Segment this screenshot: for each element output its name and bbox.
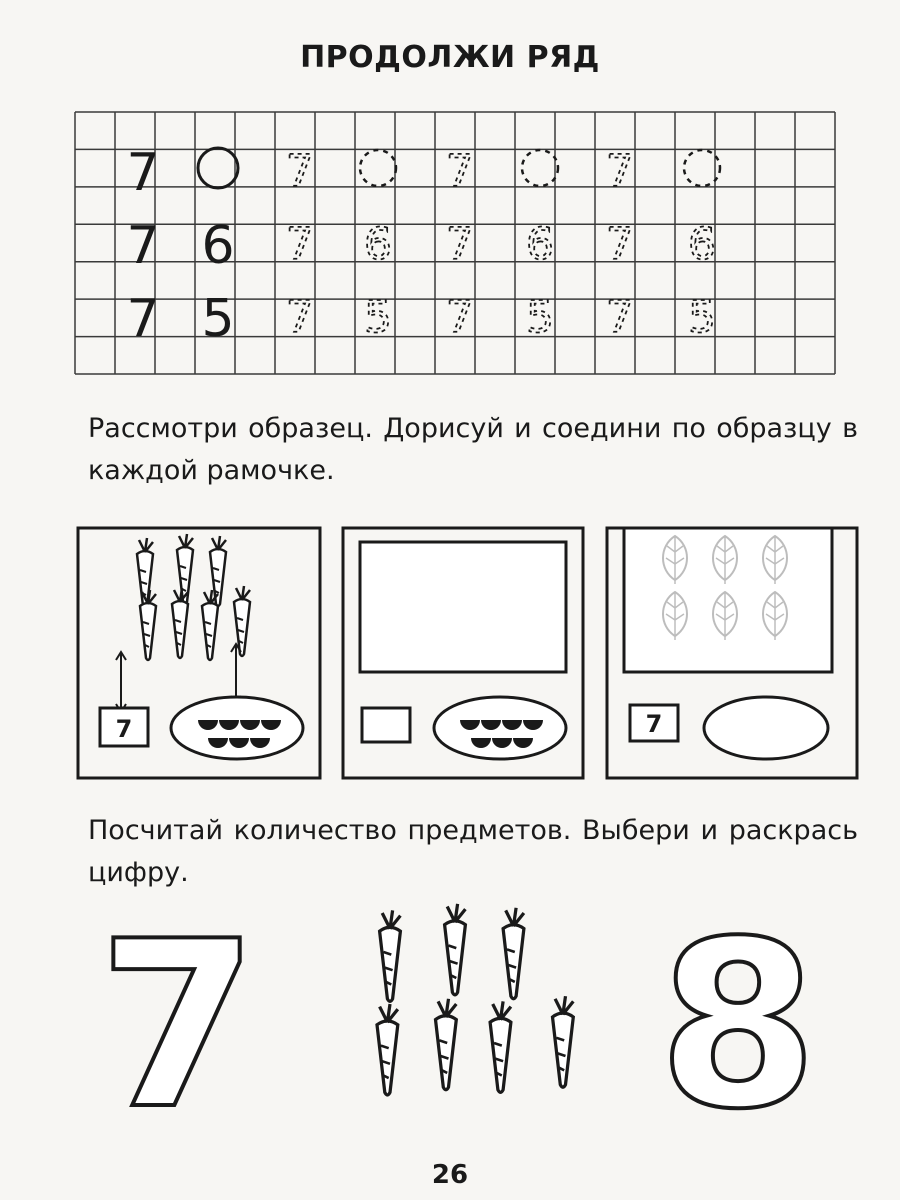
frames-area [0, 510, 900, 810]
semicircles-oval [171, 697, 303, 759]
carrot-icon [553, 996, 574, 1087]
carrot-icon [445, 904, 466, 995]
counting-area [0, 900, 900, 1150]
trace-digit[interactable]: 5 [526, 292, 554, 343]
carrot-icon [380, 910, 401, 1001]
carrots-group [137, 534, 250, 660]
sample-digit: 6 [201, 216, 235, 276]
trace-digit[interactable]: 7 [606, 219, 634, 270]
carrot-icon [377, 1004, 398, 1095]
carrot-icon [490, 1001, 511, 1092]
page-title: ПРОДОЛЖИ РЯД [300, 40, 600, 75]
task3-instruction: Посчитай количество предметов. Выбери и раскрась цифру. [88, 815, 858, 888]
frame-leaves [607, 528, 857, 778]
sample-digit: 7 [126, 289, 160, 349]
tracing-row [126, 289, 716, 349]
tracing-row [126, 143, 720, 203]
sample-digit: 7 [126, 216, 160, 276]
semicircles-oval [704, 697, 828, 759]
outline-digit-right[interactable]: 8 [657, 900, 819, 1150]
carrots-group [377, 904, 573, 1095]
frame-empty-picture [343, 528, 583, 778]
trace-digit[interactable]: 7 [446, 146, 474, 197]
page-number: 26 [431, 1160, 469, 1190]
semicircles-oval [434, 697, 566, 759]
connector-arrow-icon [116, 652, 126, 712]
sample-digit: 5 [201, 289, 235, 349]
trace-digit[interactable]: 6 [526, 219, 554, 270]
task2-instruction: Рассмотри образец. Дорисуй и соедини по образцу в каждой рамочке. [88, 413, 858, 486]
trace-digit[interactable]: 7 [286, 292, 314, 343]
trace-digit[interactable]: 5 [688, 292, 716, 343]
sample-digit: 7 [126, 143, 160, 203]
trace-circle[interactable] [360, 150, 396, 186]
trace-digit[interactable]: 7 [286, 219, 314, 270]
carrot-icon [435, 999, 456, 1090]
frame-sample [78, 528, 320, 778]
digit-box [362, 708, 410, 742]
carrot-icon [177, 534, 193, 604]
outline-digit-left[interactable]: 7 [97, 900, 259, 1150]
trace-digit[interactable]: 5 [364, 292, 392, 343]
digit-box-label: 7 [645, 710, 663, 738]
trace-digit[interactable]: 7 [446, 292, 474, 343]
trace-circle[interactable] [522, 150, 558, 186]
trace-digit[interactable]: 7 [446, 219, 474, 270]
digit-box-label: 7 [115, 715, 133, 743]
carrot-icon [503, 908, 524, 999]
trace-digit[interactable]: 6 [688, 219, 716, 270]
sample-circle [198, 148, 238, 188]
trace-digit[interactable]: 7 [606, 292, 634, 343]
picture-box [360, 542, 566, 672]
tracing-grid [0, 0, 900, 400]
trace-digit[interactable]: 6 [364, 219, 392, 270]
trace-digit[interactable]: 7 [286, 146, 314, 197]
trace-digit[interactable]: 7 [606, 146, 634, 197]
